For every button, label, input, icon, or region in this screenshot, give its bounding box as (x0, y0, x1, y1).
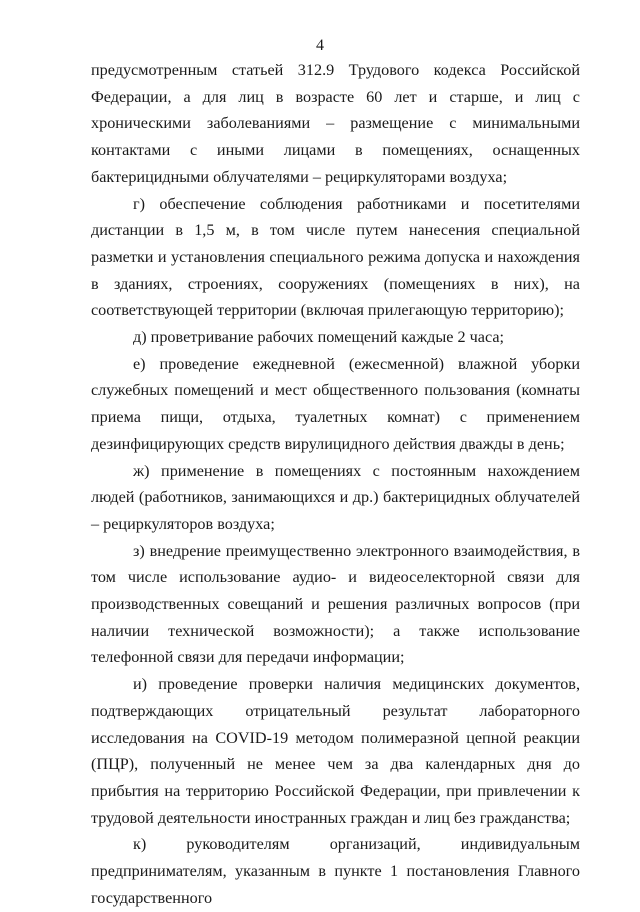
paragraph-item-k: к) руководителям организаций, индивидуальным предпринимателям, указанным в пункте 1 постановления Главного государственного (91, 835, 580, 907)
paragraph-item-z: з) внедрение преимущественно электронного взаимодействия, в том числе использование аудио- и видеоселекторной связи для производственных совещаний и решения различных вопросов (при наличии технической возможности); а также использование телефонной связи для передачи информации; (91, 541, 580, 667)
paragraph-item-e: е) проведение ежедневной (ежесменной) влажной уборки служебных помещений и мест общественного пользования (комнаты приема пищи, отдыха, туалетных комнат) с применением дезинфицирующих средств вирулицидного действия дважды в день; (91, 354, 580, 453)
paragraph-continuation: предусмотренным статьей 312.9 Трудового кодекса Российской Федерации, а для лиц в возрасте 60 лет и старше, и лиц с хроническими заболеваниями – размещение с минимальными контактами с иными лицами в помещениях, оснащенных бактерицидными облучателями – рециркуляторами воздуха; (91, 61, 580, 186)
page-number: 4 (316, 37, 324, 54)
paragraph-item-g: г) обеспечение соблюдения работниками и посетителями дистанции в 1,5 м, в том числе путем нанесения специальной разметки и установления специального режима допуска и нахождения в зданиях, строениях, сооружениях (помещениях в них), на соответствующей территории (включая прилегающую территорию); (91, 194, 580, 320)
paragraph-item-i: и) проведение проверки наличия медицинских документов, подтверждающих отрицательный результат лабораторного исследования на COVID-19 методом полимеразной цепной реакции (ПЦР), полученный не менее чем за два календарных дня до прибытия на территорию Российской Федерации, при привлечении к трудовой деятельности иностранных граждан и лиц без гражданства; (91, 675, 580, 827)
document-body (91, 57, 580, 912)
paragraph-item-d: д) проветривание рабочих помещений каждые 2 часа; (133, 328, 505, 347)
paragraph-item-zh: ж) применение в помещениях с постоянным нахождением людей (работников, занимающихся и др.) бактерицидных облучателей – рециркуляторов воздуха; (91, 461, 580, 533)
